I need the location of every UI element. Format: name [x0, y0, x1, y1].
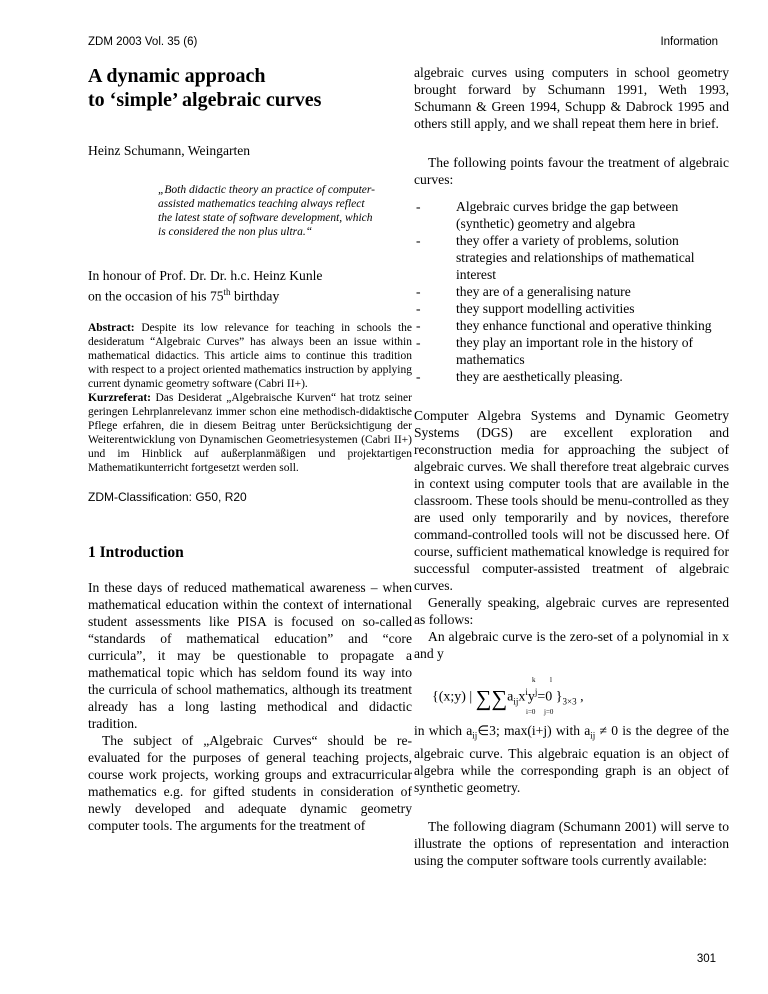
motto-quote: „Both didactic theory an practice of computer-assisted mathematics teaching always reflect the latest state of software development, which is considered the non plus ultra.“	[158, 184, 375, 238]
kurzreferat-text: Das Desiderat „Algebraische Kurven“ hat trotz seiner geringen Lehrplanrelevanz immer schon eine methodisch-didaktische Pflege erfahren, die in diesem Beitrag unter Berücksichtigung der Weiterentwicklung von Dynamischen Geometriesystemen (Cabri II+) und im Hinblick auf außerplanmäßigen und projektartigen Mathematikunterricht fortgesetzt werden soll.	[88, 391, 412, 474]
dash-bullet: -	[416, 335, 421, 350]
kurzreferat-label: Kurzreferat:	[88, 391, 151, 404]
intro-paragraph-1: In these days of reduced mathematical awareness – when mathematical education within the context of international student assessments like PISA is focused on so-called “standards of mathematical education” and “core curricula”, it may be questionable to propagate a mathematical topic which has seldom found its way into the curricula of school mathematics, although its treatment already has a long lasting methodical and didactic tradition.	[88, 579, 412, 731]
formula-x: x	[518, 689, 526, 705]
points-list	[414, 198, 729, 385]
points-intro: The following points favour the treatment of algebraic curves:	[414, 155, 729, 187]
formula-coefficient: a	[507, 689, 514, 705]
where-text: in which a	[414, 723, 473, 738]
list-item-text: they are aesthetically pleasing.	[456, 369, 623, 384]
dedication-line-1: In honour of Prof. Dr. Dr. h.c. Heinz Kunle	[88, 268, 323, 283]
formula-end: ,	[576, 689, 584, 705]
intro-paragraph-2: The subject of „Algebraic Curves“ should be re-evaluated for the purposes of general teaching projects, course work projects, working groups and extracurricular mathematics e.g. for gifted students in consideration of newly developed and adequate dynamic geometry computer tools. The arguments for the treatment of	[88, 732, 412, 833]
dash-bullet: -	[416, 369, 421, 384]
dash-bullet: -	[416, 318, 421, 333]
page-number: 301	[696, 953, 716, 965]
list-item	[414, 198, 729, 232]
diagram-paragraph: The following diagram (Schumann 2001) will serve to illustrate the options of representation and interaction using the computer software tools currently available:	[414, 818, 729, 868]
list-item-text: they support modelling activities	[456, 301, 635, 316]
dedication-text: on the occasion of his 75	[88, 288, 224, 304]
sum-lower-limit-i: i=0	[526, 708, 536, 716]
list-item	[414, 368, 729, 385]
list-item-text: they are of a generalising nature	[456, 284, 631, 299]
section-heading: 1 Introduction	[88, 543, 184, 561]
sum-symbol-i: ∑	[475, 685, 492, 711]
where-sub-1: ij	[472, 730, 478, 741]
formula-y: y	[527, 689, 535, 705]
list-item-text: they play an important role in the history of mathematics	[456, 335, 694, 367]
sum-upper-limit-k: k	[532, 676, 536, 684]
left-column	[88, 64, 412, 834]
formula-tail-sub: 3×3	[562, 696, 577, 707]
formula-tail: =0 }	[537, 689, 563, 705]
continued-paragraph: algebraic curves using computers in school geometry brought forward by Schumann 1991, Weth 1993, Schumann & Green 1994, Schupp & Dabrock 1995 and others still apply, and we shall repeat them here in brief.	[414, 65, 729, 131]
formula-x-sup: i	[525, 687, 528, 697]
abstract	[88, 321, 412, 391]
where-text-end: ≠ 0 is the degree of the algebraic curve. This algebraic equation is an object of algebra while the corresponding graph is an object of synthetic geometry.	[414, 723, 729, 795]
curve-formula	[414, 672, 729, 716]
abstract-label: Abstract:	[88, 321, 135, 334]
list-item	[414, 283, 729, 300]
sum-symbol-j: ∑	[491, 685, 508, 711]
dedication-line-2	[88, 284, 412, 305]
dash-bullet: -	[416, 199, 421, 214]
where-text-mid: ∈3; max(i+j) with a	[477, 723, 591, 738]
author: Heinz Schumann, Weingarten	[88, 143, 251, 158]
general-paragraph: Generally speaking, algebraic curves are represented as follows:	[414, 595, 729, 627]
title-line-1: A dynamic approach	[88, 65, 266, 87]
dedication-text-end: birthday	[230, 288, 280, 304]
list-item-text: they enhance functional and operative thinking	[456, 318, 712, 333]
article-title	[88, 64, 412, 112]
running-header-journal: ZDM 2003 Vol. 35 (6)	[88, 36, 198, 48]
definition-paragraph: An algebraic curve is the zero-set of a polynomial in x and y	[414, 629, 729, 661]
abstract-text: Despite its low relevance for teaching in schools the desideratum “Algebraic Curves” has always been an issue within mathematical didactics. This article aims to continue this tradition with respect to a project oriented mathematics instruction by applying current dynamic geometry software (Cabri II+).	[88, 321, 412, 390]
title-line-2: to ‘simple’ algebraic curves	[88, 89, 322, 111]
formula-expression	[432, 684, 584, 710]
formula-coefficient-sub: ij	[513, 696, 519, 707]
where-paragraph	[414, 722, 729, 796]
dedication	[88, 267, 412, 305]
dash-bullet: -	[416, 301, 421, 316]
dash-bullet: -	[416, 284, 421, 299]
kurzreferat	[88, 391, 412, 475]
list-item	[414, 334, 729, 368]
right-column	[414, 64, 729, 869]
dash-bullet: -	[416, 233, 421, 248]
running-header-section: Information	[660, 36, 718, 48]
list-item	[414, 232, 729, 283]
list-item	[414, 300, 729, 317]
formula-lead: {(x;y) |	[432, 689, 473, 705]
list-item-text: they offer a variety of problems, solution strategies and relationships of mathematical interest	[456, 233, 695, 282]
spacer	[414, 796, 729, 818]
sum-upper-limit-l: l	[550, 676, 552, 684]
list-item-text: Algebraic curves bridge the gap between (synthetic) geometry and algebra	[456, 199, 679, 231]
zdm-classification: ZDM-Classification: G50, R20	[88, 489, 247, 504]
dedication-sup: th	[223, 287, 231, 297]
sum-lower-limit-j: j=0	[544, 708, 554, 716]
cas-dgs-paragraph: Computer Algebra Systems and Dynamic Geometry Systems (DGS) are excellent exploration and reconstruction media for approaching the subject of algebraic curves. We shall therefore treat algebraic curves in context using computer tools that are available in the classroom. These tools should be menu-controlled as they are used only temporarily and by novices, therefore command-controlled tools will not be discussed here. Of course, sufficient mathematical knowledge is required for successful computer-assisted treatment of algebraic curves.	[414, 408, 729, 593]
list-item	[414, 317, 729, 334]
where-sub-2: ij	[590, 730, 596, 741]
spacer	[414, 132, 729, 154]
formula-y-sup: j	[534, 687, 538, 697]
